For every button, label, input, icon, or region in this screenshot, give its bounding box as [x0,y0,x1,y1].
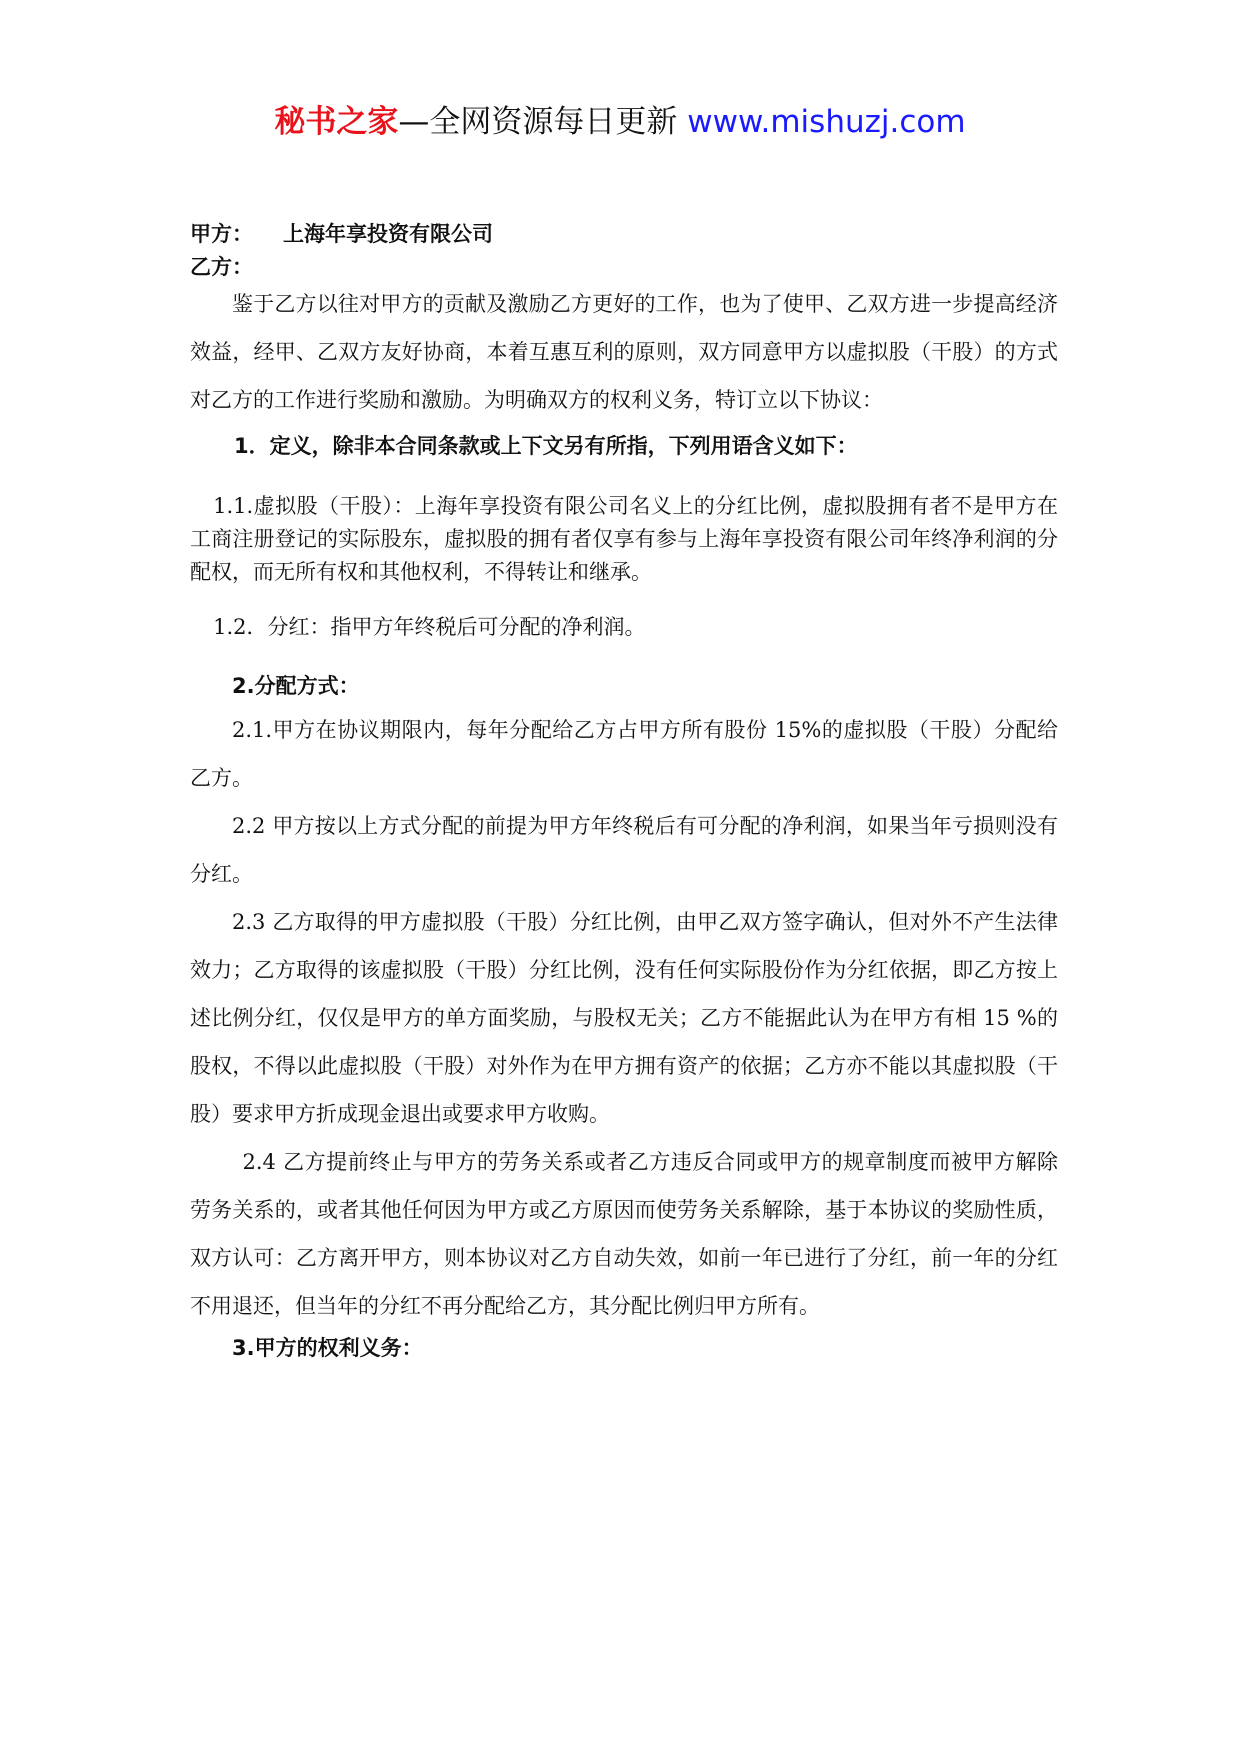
clause-2-4: 2.4 乙方提前终止与甲方的劳务关系或者乙方违反合同或甲方的规章制度而被甲方解除劳务关系的，或者其他任何因为甲方或乙方原因而使劳务关系解除，基于本协议的奖励性质，双方认可：乙方离开甲方，则本协议对乙方自动失效，如前一年已进行了分红，前一年的分红不用退还，但当年的分红不再分配给乙方，其分配比例归甲方所有。 [190,1150,1058,1318]
party-a-line [190,218,1058,251]
section-1-title: 1．定义，除非本合同条款或上下文另有所指，下列用语含义如下： [234,434,858,458]
clause-2-2: 2.2 甲方按以上方式分配的前提为甲方年终税后有可分配的净利润，如果当年亏损则没有分红。 [190,814,1058,886]
site-header [0,100,1240,144]
header-tagline: —全网资源每日更新 [398,104,678,140]
section-3-title: 3.甲方的权利义务： [232,1336,423,1360]
clause-1-2: 1.2．分红：指甲方年终税后可分配的净利润。 [213,615,646,639]
party-a-name: 上海年享投资有限公司 [283,222,493,246]
clause-1-1: 1.1.虚拟股（干股）：上海年享投资有限公司名义上的分红比例，虚拟股拥有者不是甲方在工商注册登记的实际股东，虚拟股的拥有者仅享有参与上海年享投资有限公司年终净利润的分配权，而无所有权和其他权利，不得转让和继承。 [190,494,1058,584]
clause-2-1: 2.1.甲方在协议期限内，每年分配给乙方占甲方所有股份 15%的虚拟股（干股）分配给乙方。 [190,718,1058,790]
header-brand: 秘书之家 [274,104,399,140]
agreement-body [190,218,1058,1370]
party-a-label: 甲方： [190,222,253,246]
intro-paragraph: 鉴于乙方以往对甲方的贡献及激励乙方更好的工作，也为了使甲、乙双方进一步提高经济效益，经甲、乙双方友好协商，本着互惠互利的原则，双方同意甲方以虚拟股（干股）的方式对乙方的工作进行奖励和激励。为明确双方的权利义务，特订立以下协议： [190,292,1058,412]
party-b-label: 乙方： [190,255,253,279]
header-url-link[interactable]: www.mishuzj.com [687,104,966,140]
clause-2-3: 2.3 乙方取得的甲方虚拟股（干股）分红比例，由甲乙双方签字确认，但对外不产生法律效力；乙方取得的该虚拟股（干股）分红比例，没有任何实际股份作为分红依据，即乙方按上述比例分红，仅仅是甲方的单方面奖励，与股权无关；乙方不能据此认为在甲方有相 15 %的股权，不得以此虚拟股（干股）对外作为在甲方拥有资产的依据；乙方亦不能以其虚拟股（干股）要求甲方折成现金退出或要求甲方收购。 [190,910,1058,1126]
section-2-title: 2.分配方式： [232,674,360,698]
